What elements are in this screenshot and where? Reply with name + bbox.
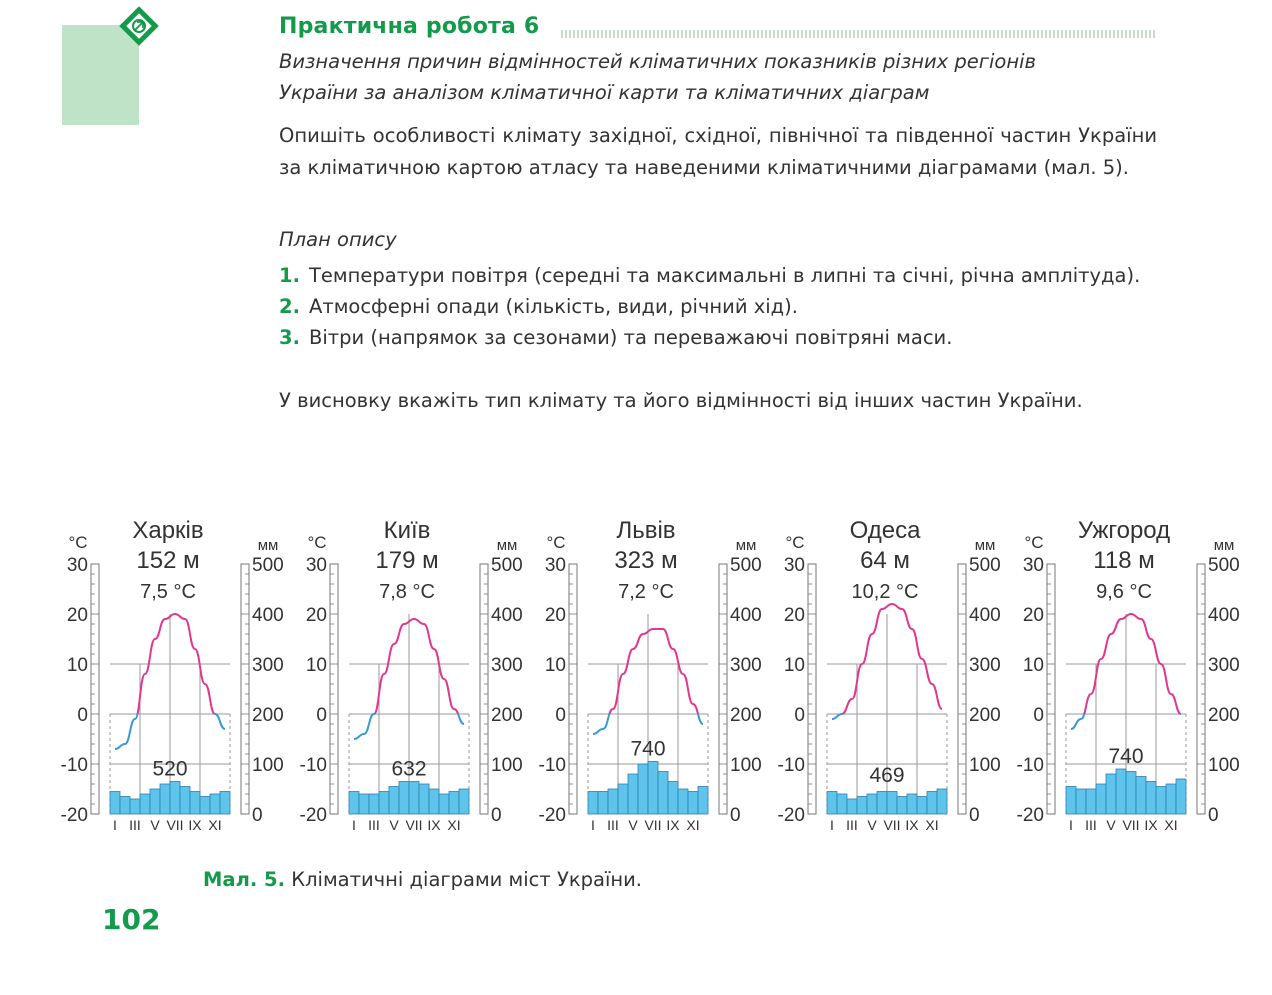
precipitation-bar [140,794,150,814]
annual-precipitation-label: 469 [869,764,905,787]
precipitation-bar [658,772,668,815]
temperature-tick-label: 0 [1033,705,1044,726]
precipitation-bar [359,794,369,814]
precipitation-bar [1066,787,1076,815]
precipitation-tick-label: 0 [969,805,980,826]
precipitation-bar [897,797,907,815]
climate-diagrams [0,500,1272,845]
precipitation-bar [668,782,678,815]
precipitation-axis [958,564,966,814]
precipitation-axis [719,564,727,814]
city-altitude: 118 м [1093,547,1155,574]
temperature-unit-label: °С [1024,533,1044,552]
precipitation-bar [369,794,379,814]
month-tick-label: VII [405,817,423,833]
precipitation-bar [927,792,937,815]
precipitation-bar [399,782,409,815]
annual-precipitation-label: 520 [152,757,188,781]
city-name: Київ [383,517,431,544]
precipitation-tick-label: 300 [1208,655,1240,676]
temperature-axis [330,564,338,814]
month-tick-label: XI [447,817,461,833]
temperature-tick-label: 10 [1022,655,1044,676]
city-altitude: 152 м [136,547,200,574]
precipitation-tick-label: 400 [969,605,1001,626]
month-tick-label: V [628,817,638,833]
precipitation-bar [389,787,399,815]
precipitation-unit-label: мм [735,537,757,554]
precipitation-tick-label: 300 [252,655,284,676]
temperature-tick-label: -20 [538,805,566,826]
plan-item-text: Атмосферні опади (кількість, види, річний хід). [309,295,798,318]
month-tick-label: VII [166,817,184,833]
temperature-axis [569,564,577,814]
precipitation-bar [887,792,897,815]
precipitation-bar [688,792,698,815]
mean-temperature-label: 7,5 °С [140,581,196,603]
plan-item-number: 1. [279,264,300,287]
section-badge-icon [116,3,162,49]
temperature-tick-label: 20 [544,605,566,626]
temperature-tick-label: 20 [305,605,327,626]
annual-precipitation-label: 740 [1108,745,1144,768]
precipitation-bar [608,789,618,814]
month-tick-label: I [1069,817,1073,833]
climate-diagram-3 [539,517,762,833]
precipitation-tick-label: 300 [969,655,1001,676]
month-tick-label: V [1106,817,1116,833]
precipitation-tick-label: 200 [1208,705,1240,726]
month-tick-label: III [607,817,619,833]
plan-list [279,260,1157,353]
precipitation-tick-label: 0 [730,805,741,826]
figure-caption [203,868,642,891]
precipitation-bar [1176,779,1186,814]
temperature-tick-label: 0 [794,705,805,726]
precipitation-tick-label: 0 [1208,805,1219,826]
precipitation-bar [648,762,658,815]
precipitation-bar [857,797,867,815]
climate-diagram-5 [1017,517,1240,833]
month-tick-label: I [591,817,595,833]
month-tick-label: IX [1144,817,1158,833]
precipitation-bar [837,794,847,814]
plan-item [279,291,1157,322]
precipitation-tick-label: 400 [252,605,284,626]
temperature-tick-label: -20 [1016,805,1044,826]
temperature-tick-label: 30 [544,555,566,576]
page-number: 102 [102,903,161,936]
precipitation-unit-label: мм [257,537,279,554]
temperature-tick-label: -10 [299,755,327,776]
precipitation-tick-label: 200 [491,705,523,726]
precipitation-unit-label: мм [1213,537,1235,554]
plan-heading: План опису [279,228,397,251]
precipitation-bar [638,764,648,814]
page-title: Практична робота 6 [279,14,540,39]
city-altitude: 323 м [614,547,678,574]
month-tick-label: III [368,817,380,833]
month-tick-label: I [113,817,117,833]
month-tick-label: XI [208,817,222,833]
precipitation-tick-label: 100 [969,755,1001,776]
precipitation-bar [907,794,917,814]
precipitation-bar [459,789,469,814]
precipitation-tick-label: 400 [1208,605,1240,626]
temperature-tick-label: 20 [1022,605,1044,626]
climate-diagram-4 [778,517,1001,833]
mean-temperature-label: 10,2 °С [851,581,919,603]
precipitation-tick-label: 400 [491,605,523,626]
precipitation-bar [220,792,230,815]
precipitation-unit-label: мм [496,537,518,554]
mean-temperature-label: 9,6 °С [1096,581,1152,603]
temperature-tick-label: 10 [66,655,88,676]
caption-label: Мал. 5. [203,868,286,891]
month-tick-label: I [830,817,834,833]
temperature-tick-label: -10 [538,755,566,776]
precipitation-unit-label: мм [974,537,996,554]
precipitation-tick-label: 500 [491,555,523,576]
temperature-unit-label: °С [307,533,327,552]
precipitation-tick-label: 200 [730,705,762,726]
title-rule [561,30,1157,38]
precipitation-tick-label: 0 [252,805,263,826]
precipitation-tick-label: 0 [491,805,502,826]
precipitation-bar [1156,787,1166,815]
temperature-unit-label: °С [546,533,566,552]
temperature-tick-label: 20 [66,605,88,626]
temperature-tick-label: 0 [77,705,88,726]
precipitation-tick-label: 500 [1208,555,1240,576]
climate-diagram-2 [300,517,523,833]
precipitation-bar [1096,784,1106,814]
precipitation-tick-label: 100 [252,755,284,776]
temperature-tick-label: 30 [783,555,805,576]
city-name: Ужгород [1077,517,1171,544]
precipitation-bar [190,792,200,815]
title-row [279,14,1159,44]
subtitle [279,46,1159,108]
caption-text: Кліматичні діаграми міст України. [291,868,642,891]
precipitation-bar [1166,784,1176,814]
temperature-tick-label: 10 [305,655,327,676]
temperature-tick-label: 30 [66,555,88,576]
precipitation-tick-label: 300 [730,655,762,676]
temperature-tick-label: 0 [316,705,327,726]
precipitation-axis [480,564,488,814]
precipitation-tick-label: 200 [969,705,1001,726]
temperature-tick-label: 20 [783,605,805,626]
precipitation-tick-label: 500 [969,555,1001,576]
precipitation-bar [1076,789,1086,814]
precipitation-axis [1197,564,1205,814]
precipitation-bar [937,789,947,814]
precipitation-bar [130,799,140,814]
precipitation-bar [678,789,688,814]
plan-item-number: 3. [279,326,300,349]
annual-precipitation-label: 740 [630,737,666,761]
month-tick-label: III [1085,817,1097,833]
precipitation-bar [1086,789,1096,814]
precipitation-tick-label: 200 [252,705,284,726]
precipitation-bar [180,787,190,815]
precipitation-bar [847,799,857,814]
precipitation-bar [618,784,628,814]
month-tick-label: XI [1164,817,1178,833]
precipitation-bar [698,787,708,815]
precipitation-bar [1126,772,1136,815]
precipitation-bar [877,792,887,815]
plan-item-number: 2. [279,295,300,318]
plan-item [279,260,1157,291]
mean-temperature-label: 7,8 °С [379,581,435,603]
city-name: Харків [132,517,204,544]
temperature-axis [1047,564,1055,814]
month-tick-label: V [867,817,877,833]
month-tick-label: IX [666,817,680,833]
precipitation-bar [867,794,877,814]
temperature-tick-label: 30 [1022,555,1044,576]
temperature-tick-label: -20 [777,805,805,826]
plan-item-text: Вітри (напрямок за сезонами) та переважаючі повітряні маси. [309,326,953,349]
precipitation-axis [241,564,249,814]
month-tick-label: III [129,817,141,833]
temperature-axis [91,564,99,814]
plan-item [279,322,1157,353]
temperature-tick-label: -10 [1016,755,1044,776]
precipitation-bar [429,789,439,814]
precipitation-bar [1136,777,1146,815]
precipitation-bar [419,784,429,814]
month-tick-label: VII [644,817,662,833]
precipitation-bar [827,792,837,815]
precipitation-bar [349,792,359,815]
month-tick-label: V [150,817,160,833]
precipitation-bar [628,774,638,814]
month-tick-label: XI [686,817,700,833]
plan-item-text: Температури повітря (середні та максимальні в липні та січні, річна амплітуда). [309,264,1141,287]
precipitation-bar [1116,769,1126,814]
temperature-tick-label: -20 [60,805,88,826]
temperature-tick-label: -10 [60,755,88,776]
precipitation-bar [598,792,608,815]
subtitle-line-1: Визначення причин відмінностей кліматичних показників різних регіонів [279,50,1036,73]
precipitation-bar [150,789,160,814]
task-text: Опишіть особливості клімату західної, східної, північної та південної частин України за кліматичною картою атласу та наведеними кліматичними діаграмами (мал. 5). [279,124,1157,179]
precipitation-bar [1106,774,1116,814]
temperature-unit-label: °С [785,533,805,552]
month-tick-label: V [389,817,399,833]
precipitation-bar [439,794,449,814]
temperature-tick-label: 10 [544,655,566,676]
month-tick-label: III [846,817,858,833]
month-tick-label: XI [925,817,939,833]
precipitation-bar [588,792,598,815]
conclusion-text: У висновку вкажіть тип клімату та його відмінності від інших частин України. [279,389,1083,412]
precipitation-bar [110,792,120,815]
temperature-tick-label: -10 [777,755,805,776]
temperature-tick-label: 0 [555,705,566,726]
temperature-tick-label: 30 [305,555,327,576]
temperature-tick-label: 10 [783,655,805,676]
precipitation-bar [160,784,170,814]
city-name: Одеса [849,517,921,544]
month-tick-label: IX [905,817,919,833]
precipitation-tick-label: 100 [730,755,762,776]
city-altitude: 64 м [860,547,910,574]
temperature-unit-label: °С [68,533,88,552]
temperature-axis [808,564,816,814]
precipitation-tick-label: 500 [730,555,762,576]
precipitation-tick-label: 100 [491,755,523,776]
precipitation-bar [210,794,220,814]
mean-temperature-label: 7,2 °С [618,581,674,603]
temperature-tick-label: -20 [299,805,327,826]
precipitation-bar [917,797,927,815]
precipitation-tick-label: 300 [491,655,523,676]
month-tick-label: IX [188,817,202,833]
month-tick-label: I [352,817,356,833]
precipitation-bar [120,797,130,815]
precipitation-bar [449,792,459,815]
precipitation-tick-label: 100 [1208,755,1240,776]
month-tick-label: IX [427,817,441,833]
precipitation-bar [170,782,180,815]
precipitation-tick-label: 500 [252,555,284,576]
subtitle-line-2: України за аналізом кліматичної карти та кліматичних діаграм [279,81,930,104]
month-tick-label: VII [1122,817,1140,833]
annual-precipitation-label: 632 [391,757,427,781]
month-tick-label: VII [883,817,901,833]
precipitation-bar [1146,782,1156,815]
precipitation-bar [200,797,210,815]
city-altitude: 179 м [375,547,439,574]
precipitation-tick-label: 400 [730,605,762,626]
climate-diagram-1 [61,517,284,833]
precipitation-bar [379,792,389,815]
city-name: Львів [616,517,676,544]
precipitation-bar [409,782,419,815]
